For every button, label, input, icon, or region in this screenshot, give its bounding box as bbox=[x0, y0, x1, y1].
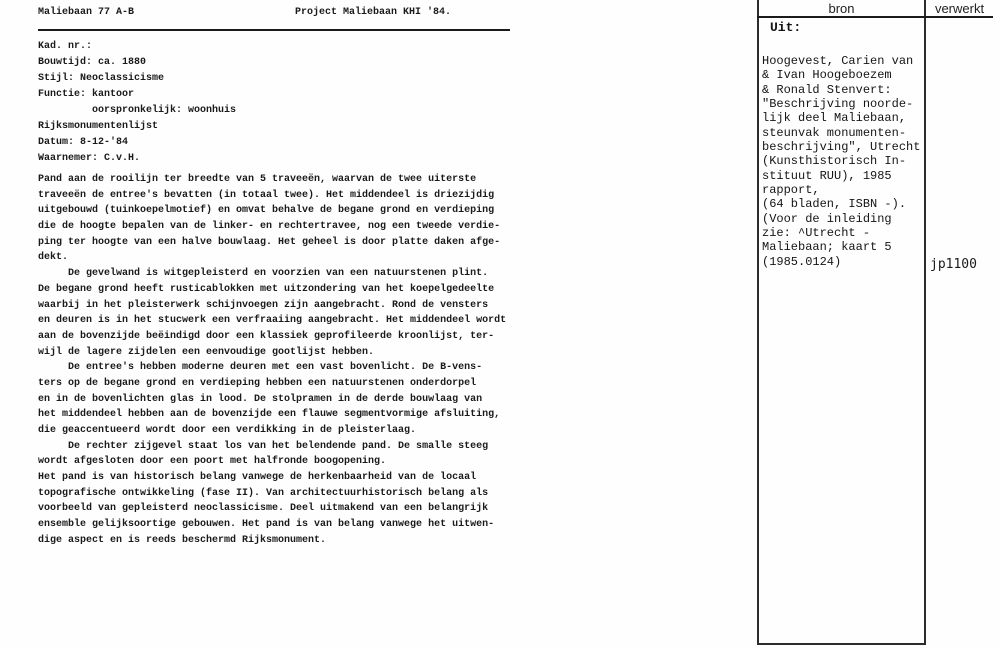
project-title: Project Maliebaan KHI '84. bbox=[295, 7, 452, 18]
table-border-left bbox=[757, 0, 759, 645]
citation-line: Maliebaan; kaart 5 bbox=[762, 240, 892, 255]
metadata-line: oorspronkelijk: woonhuis bbox=[38, 105, 237, 116]
body-line: De begane grond heeft rusticablokken met uitzondering van het koepelgedeelte bbox=[38, 283, 495, 295]
citation-line: "Beschrijving noorde- bbox=[762, 97, 914, 112]
metadata-line: Waarnemer: C.v.H. bbox=[38, 153, 141, 164]
body-line: dekt. bbox=[38, 252, 69, 264]
column-header-bron: bron bbox=[828, 1, 855, 16]
body-line: voorbeeld van gepleisterd neoclassicisme. Deel uitmakend van een belangrijk bbox=[38, 503, 489, 515]
document-title: Maliebaan 77 A-B bbox=[38, 7, 135, 18]
body-line: het middendeel hebben aan de bovenzijde een flauwe segmentvormige afsluiting, bbox=[38, 409, 501, 421]
header-rule bbox=[38, 29, 510, 31]
citation-line: stituut RUU), 1985 bbox=[762, 168, 892, 183]
metadata-line: Datum: 8-12-'84 bbox=[38, 137, 129, 148]
citation-line: (Voor de inleiding bbox=[762, 211, 892, 226]
citation-line: (1985.0124) bbox=[762, 254, 842, 269]
metadata-line: Rijksmonumentenlijst bbox=[38, 121, 159, 132]
body-line: ensemble gelijksoortige gebouwen. Het pand is van belang vanwege het uitwen- bbox=[38, 519, 495, 531]
body-line: waarbij in het pleisterwerk schijnvoegen zijn aangebracht. Rond de vensters bbox=[38, 299, 489, 311]
body-line: aan de bovenzijde beëindigd door een klassiek geprofileerde kroonlijst, ter- bbox=[38, 330, 495, 342]
metadata-line: Bouwtijd: ca. 1880 bbox=[38, 57, 147, 68]
citation-block bbox=[762, 54, 920, 269]
body-line: traveeën de entree's bevatten (in totaal twee). Het middendeel is driezijdig bbox=[38, 189, 495, 201]
metadata-block bbox=[38, 39, 236, 167]
metadata-line: Stijl: Neoclassicisme bbox=[38, 73, 165, 84]
body-line: topografische ontwikkeling (fase II). Van architectuurhistorisch belang als bbox=[38, 487, 489, 499]
body-line: die geaccentueerd wordt door een verdikking in de pleisterlaag. bbox=[38, 425, 417, 436]
uit-label: Uit: bbox=[770, 20, 802, 35]
table-column-divider bbox=[924, 0, 926, 645]
citation-line: zie: ^Utrecht - bbox=[762, 226, 871, 241]
citation-line: beschrijving", Utrecht bbox=[762, 140, 921, 155]
metadata-line: Functie: kantoor bbox=[38, 89, 135, 100]
body-line: Het pand is van historisch belang vanwege de herkenbaarheid van de locaal bbox=[38, 472, 477, 484]
citation-line: Hoogevest, Carien van bbox=[762, 54, 914, 68]
body-line: en deuren is in het stucwerk een verfraaiing aangebracht. Het middendeel wordt bbox=[38, 315, 507, 327]
citation-line: & Ivan Hoogeboezem bbox=[762, 68, 892, 83]
citation-line: steunvak monumenten- bbox=[762, 125, 907, 140]
body-line: en in de bovenlichten glas in lood. De stolpramen in de derde bouwlaag van bbox=[38, 393, 483, 405]
table-header-rule bbox=[757, 16, 993, 18]
citation-line: rapport, bbox=[762, 183, 820, 198]
body-line: Pand aan de rooilijn ter breedte van 5 traveeën, waarvan de twee uiterste bbox=[38, 174, 477, 185]
citation-line: lijk deel Maliebaan, bbox=[762, 111, 907, 126]
body-line: De gevelwand is witgepleisterd en voorzien van een natuurstenen plint. bbox=[38, 268, 489, 280]
body-line: ters op de begane grond en verdieping hebben een natuurstenen onderdorpel bbox=[38, 377, 477, 389]
body-line: wordt afgesloten door een poort met halfronde boogopening. bbox=[38, 456, 387, 468]
body-line: die de hoogte bepalen van de linker- en rechtertravee, nog een tweede verdie- bbox=[38, 221, 501, 233]
description-block bbox=[38, 172, 506, 549]
body-line: uitgebouwd (tuinkoepelmotief) en omvat behalve de begane grond en verdieping bbox=[38, 205, 495, 217]
metadata-line: Kad. nr.: bbox=[38, 41, 93, 52]
body-line: De rechter zijgevel staat los van het belendende pand. De smalle steeg bbox=[38, 440, 489, 452]
column-header-verwerkt: verwerkt bbox=[934, 1, 985, 16]
body-line: ping ter hoogte van een halve bouwlaag. Het geheel is door platte daken afge- bbox=[38, 236, 501, 248]
body-line: wijl de lagere zijdelen een eenvoudige gootlijst hebben. bbox=[38, 346, 375, 358]
citation-line: (Kunsthistorisch In- bbox=[762, 154, 907, 169]
table-bottom-rule bbox=[757, 643, 926, 645]
body-line: dige aspect en is reeds beschermd Rijksmonument. bbox=[38, 534, 327, 546]
citation-line: & Ronald Stenvert: bbox=[762, 82, 892, 97]
body-line: De entree's hebben moderne deuren met een vast bovenlicht. De B-vens- bbox=[38, 362, 483, 374]
verwerkt-code: jp1100 bbox=[930, 257, 977, 272]
citation-line: (64 bladen, ISBN -). bbox=[762, 197, 907, 212]
